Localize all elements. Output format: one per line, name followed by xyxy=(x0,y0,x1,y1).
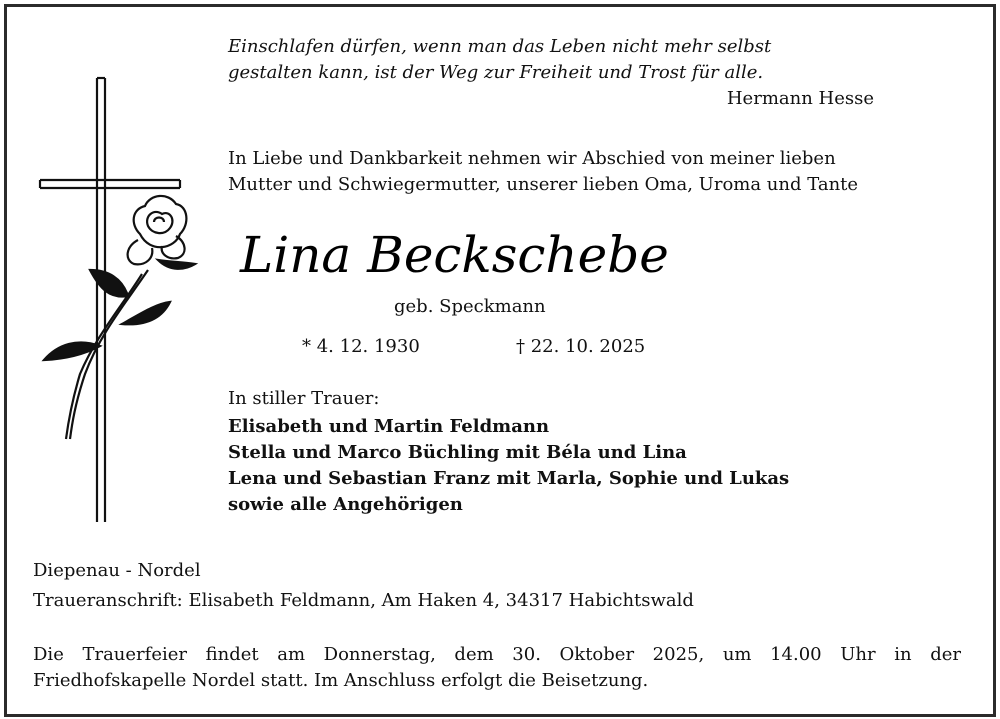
intro-line-2: Mutter und Schwiegermutter, unserer lieben Oma, Uroma und Tante xyxy=(228,174,859,195)
service-line-2: Friedhofskapelle Nordel statt. Im Anschluss erfolgt die Beisetzung. xyxy=(33,670,649,691)
birth-date: * 4. 12. 1930 xyxy=(302,336,420,357)
mourner-line: Stella und Marco Büchling mit Béla und Lina xyxy=(228,442,687,463)
birth-name: geb. Speckmann xyxy=(394,296,546,317)
location: Diepenau - Nordel xyxy=(33,560,201,581)
mourner-line: Elisabeth und Martin Feldmann xyxy=(228,416,550,437)
quote-line-1: Einschlafen dürfen, wenn man das Leben nicht mehr selbst xyxy=(228,36,772,57)
deceased-name: Lina Beckschebe xyxy=(240,226,669,284)
quote-author: Hermann Hesse xyxy=(726,88,874,109)
mourner-line: sowie alle Angehörigen xyxy=(228,494,463,515)
quote-line-2: gestalten kann, ist der Weg zur Freiheit und Trost für alle. xyxy=(228,62,764,83)
death-date: † 22. 10. 2025 xyxy=(516,336,646,357)
mourning-address: Traueranschrift: Elisabeth Feldmann, Am Haken 4, 34317 Habichtswald xyxy=(33,590,694,611)
mourners-heading: In stiller Trauer: xyxy=(228,388,380,409)
cross-with-rose-icon xyxy=(30,74,200,529)
intro-line-1: In Liebe und Dankbarkeit nehmen wir Abschied von meiner lieben xyxy=(228,148,836,169)
mourner-line: Lena und Sebastian Franz mit Marla, Sophie und Lukas xyxy=(228,468,790,489)
service-line-1: Die Trauerfeier findet am Donnerstag, dem 30. Oktober 2025, um 14.00 Uhr in der xyxy=(33,644,961,665)
